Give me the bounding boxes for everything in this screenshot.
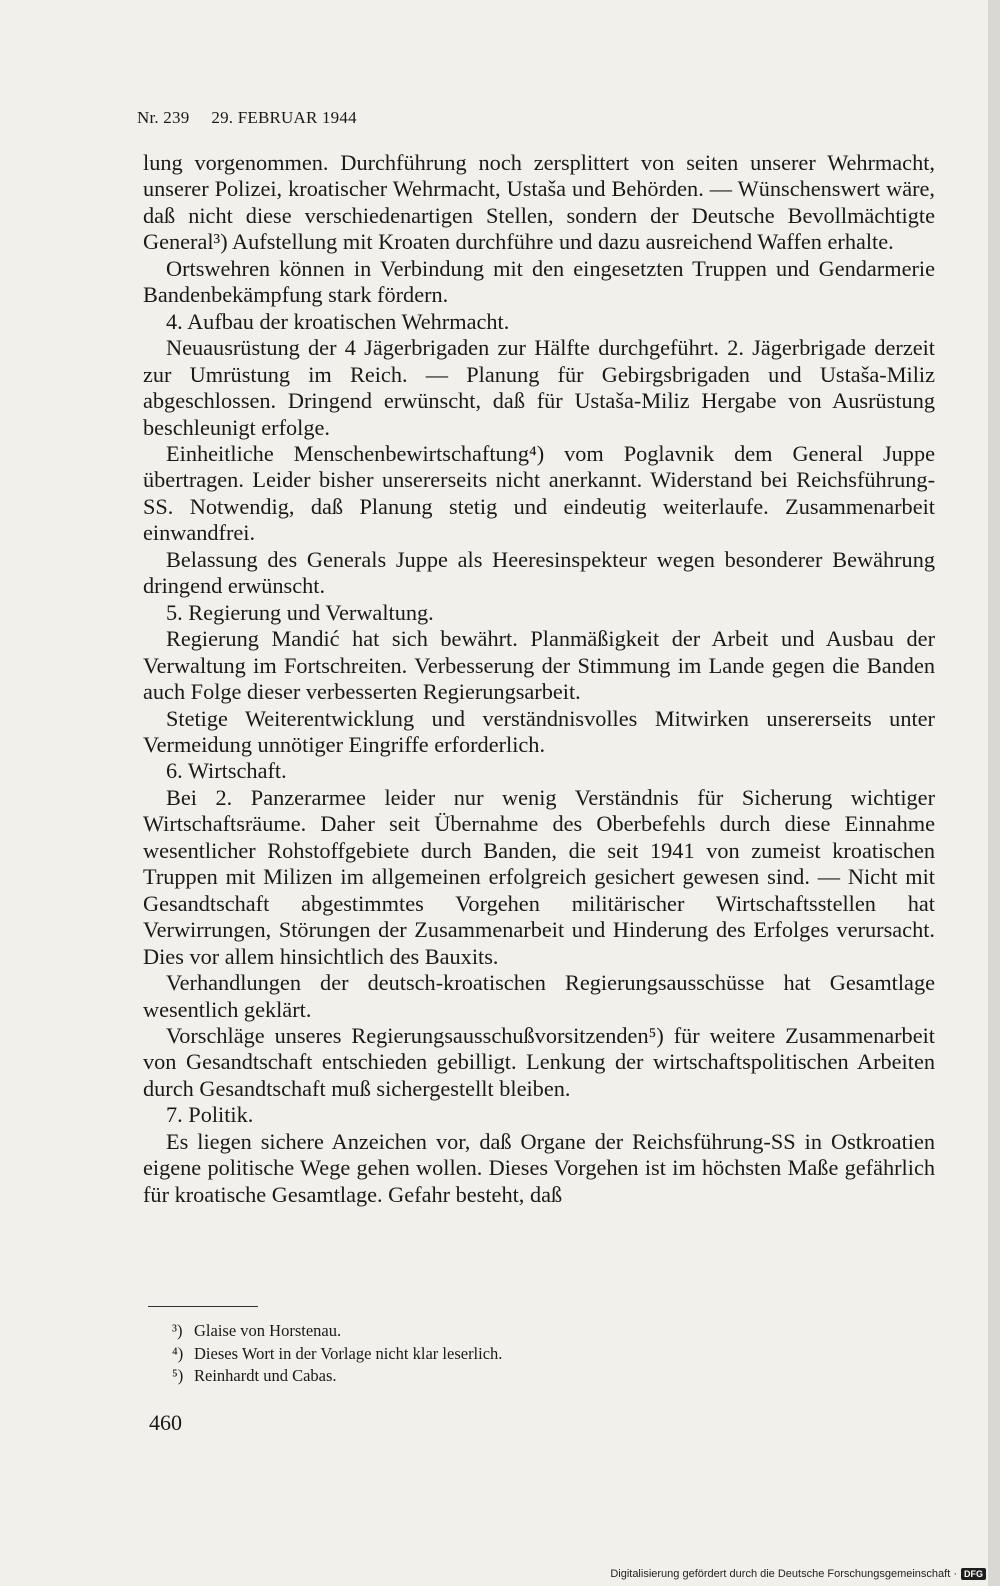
footnote-divider (148, 1306, 258, 1307)
scan-edge (988, 0, 1000, 1586)
paragraph: Stetige Weiterentwicklung und verständnisvolles Mitwirken unsererseits unter Vermeidung unnötiger Eingriffe erforderlich. (143, 705, 935, 757)
digitization-footer (610, 1568, 986, 1580)
paragraph: Ortswehren können in Verbindung mit den eingesetzten Truppen und Gendarmerie Bandenbekämpfung stark fördern. (143, 255, 935, 308)
section-heading: 7. Politik. (166, 1102, 254, 1128)
footnote-number: ⁴) (172, 1343, 184, 1363)
footnote (172, 1365, 502, 1388)
paragraph: lung vorgenommen. Durchführung noch zersplittert von seiten unserer Wehrmacht, unserer Polizei, kroatischer Wehrmacht, Ustaša und Behörden. — Wünschenswert wäre, daß nicht diese verschiedenartigen Stellen, sondern der Deutsche Bevollmächtigte General³) Aufstellung mit Kroaten durchführe und dazu ausreichend Waffen erhalte. (143, 150, 935, 255)
paragraph: Verhandlungen der deutsch-kroatischen Regierungsausschüsse hat Gesamtlage wesentlich geklärt. (143, 970, 935, 1022)
footnote-number: ³) (172, 1321, 183, 1340)
body-text (143, 150, 935, 1208)
footnote-text: Reinhardt und Cabas. (194, 1366, 337, 1385)
document-number: Nr. 239 (137, 108, 190, 127)
footnote (172, 1320, 502, 1343)
paragraph: Bei 2. Panzerarmee leider nur wenig Verständnis für Sicherung wichtiger Wirtschaftsräume. Daher seit Übernahme des Oberbefehls durch diese Einnahme wesentlicher Rohstoffgebiete durch Banden, die seit 1941 von zumeist kroatischen Truppen mit Milizen im allgemeinen erfolgreich gesichert gewesen sind. — Nicht mit Gesandtschaft abgestimmtes Vorgehen militärischer Wirtschaftsstellen hat Verwirrungen, Störungen der Zusammenarbeit und Hinderung des Erfolges verursacht. Dies vor allem hinsichtlich des Bauxits. (143, 784, 935, 969)
paragraph: Regierung Mandić hat sich bewährt. Planmäßigkeit der Arbeit und Ausbau der Verwaltung im Fortschreiten. Verbesserung der Stimmung im Lande gegen die Banden auch Folge dieser verbesserten Regierungsarbeit. (143, 626, 935, 705)
footnotes (172, 1320, 502, 1388)
footnote-text: Dieses Wort in der Vorlage nicht klar leserlich. (194, 1343, 503, 1363)
section-heading: 4. Aufbau der kroatischen Wehrmacht. (166, 308, 510, 334)
dfg-logo-icon: DFG (961, 1568, 986, 1580)
paragraph: Es liegen sichere Anzeichen vor, daß Organe der Reichsführung-SS in Ostkroatien eigene politische Wege gehen wollen. Dieses Vorgehen ist im höchsten Maße gefährlich für kroatische Gesamtlage. Gefahr besteht, daß (143, 1128, 935, 1207)
paragraph: Neuausrüstung der 4 Jägerbrigaden zur Hälfte durchgeführt. 2. Jägerbrigade derzeit zur Umrüstung im Reich. — Planung für Gebirgsbrigaden und Ustaša-Miliz abgeschlossen. Dringend erwünscht, daß für Ustaša-Miliz Hergabe von Ausrüstung beschleunigt erfolge. (143, 335, 935, 440)
page-number: 460 (149, 1410, 182, 1435)
document-date: 29. FEBRUAR 1944 (211, 108, 357, 127)
paragraph: Belassung des Generals Juppe als Heeresinspekteur wegen besonderer Bewährung dringend erwünscht. (143, 546, 935, 599)
section-heading: 6. Wirtschaft. (166, 758, 287, 784)
footnote (172, 1343, 502, 1366)
paragraph: Einheitliche Menschenbewirtschaftung⁴) vom Poglavnik dem General Juppe übertragen. Leider bisher unsererseits nicht anerkannt. Widerstand bei Reichsführung-SS. Notwendig, daß Planung stetig und eindeutig weiterlaufe. Zusammenarbeit einwandfrei. (143, 440, 935, 546)
footnote-text: Glaise von Horstenau. (194, 1321, 342, 1340)
footnote-number: ⁵) (172, 1366, 184, 1385)
paragraph: Vorschläge unseres Regierungsausschußvorsitzenden⁵) für weitere Zusammenarbeit von Gesandtschaft entschieden gebilligt. Lenkung der wirtschaftspolitischen Arbeiten durch Gesandtschaft muß sichergestellt bleiben. (143, 1022, 935, 1101)
footer-credit: Digitalisierung gefördert durch die Deutsche Forschungsgemeinschaft · (610, 1568, 957, 1580)
section-heading: 5. Regierung und Verwaltung. (166, 599, 434, 625)
page-header (137, 108, 357, 128)
